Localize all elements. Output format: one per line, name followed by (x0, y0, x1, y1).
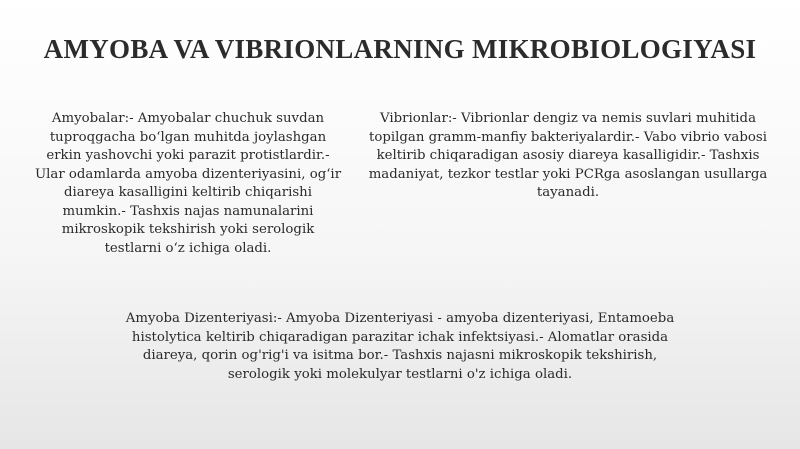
amyobalar-text-block: Amyobalar:- Amyobalar chuchuk suvdan tuproqgacha bo‘lgan muhitda joylashgan erkin yashovchi yoki parazit protistlardir.- Ular odamlarda amyoba dizenteriyasini, og‘ir diareya kasalligini keltirib chiqarishi mumkin.- Tashxis najas namunalarini mikroskopik tekshirish yoki serologik testlarni o‘z ichiga oladi. (34, 111, 342, 256)
vibrionlar-text-block: Vibrionlar:- Vibrionlar dengiz va nemis suvlari muhitida topilgan gramm-manfiy bakteriyalardir.- Vabo vibrio vabosi keltirib chiqaradigan asosiy diareya kasalligidir.- Tashxis madaniyat, tezkor testlar yoki PCRga asoslangan usullarga tayanadi. (368, 111, 768, 200)
slide-title: AMYOBA VA VIBRIONLARNING MIKROBIOLOGIYASI (43, 34, 757, 64)
amyoba-dizenteriyasi-text-block: Amyoba Dizenteriyasi:- Amyoba Dizenteriyasi - amyoba dizenteriyasi, Entamoeba histolytica keltirib chiqaradigan parazitar ichak infektsiyasi.- Alomatlar orasida diareya, qorin og'rig'i va isitma bor.- Tashxis najasni mikroskopik tekshirish, serologik yoki molekulyar testlarni o'z ichiga oladi. (125, 311, 675, 382)
